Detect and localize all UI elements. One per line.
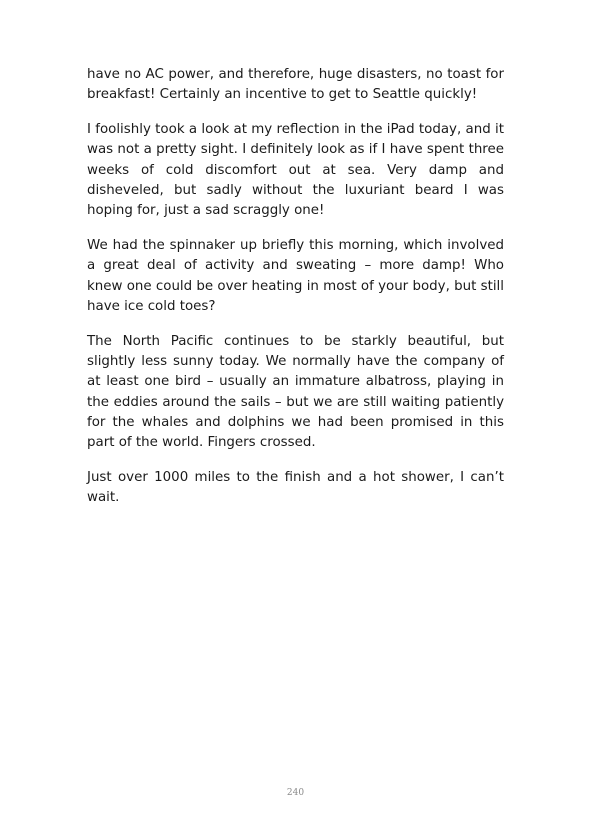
- paragraph-1: have no AC power, and therefore, huge disasters, no toast for breakfast! Certainly an incentive to get to Seattle quickly!: [87, 67, 504, 103]
- paragraph-2: I foolishly took a look at my reflection in the iPad today, and it was not a pretty sight. I definitely look as if I have spent three weeks of cold discomfort out at sea. Very damp and disheveled, but sadly without the luxuriant beard I was hoping for, just a sad scraggly one!: [87, 122, 504, 219]
- body-text: [87, 65, 504, 523]
- paragraph-3: We had the spinnaker up briefly this morning, which involved a great deal of activity and sweating – more damp! Who knew one could be over heating in most of your body, but still have ice cold toes?: [87, 238, 504, 314]
- paragraph-5: Just over 1000 miles to the finish and a hot shower, I can’t wait.: [87, 470, 504, 506]
- page-number: 240: [286, 788, 305, 798]
- paragraph-4: The North Pacific continues to be starkly beautiful, but slightly less sunny today. We normally have the company of at least one bird – usually an immature albatross, playing in the eddies around the sails – but we are still waiting patiently for the whales and dolphins we had been promised in this part of the world. Fingers crossed.: [87, 333, 504, 451]
